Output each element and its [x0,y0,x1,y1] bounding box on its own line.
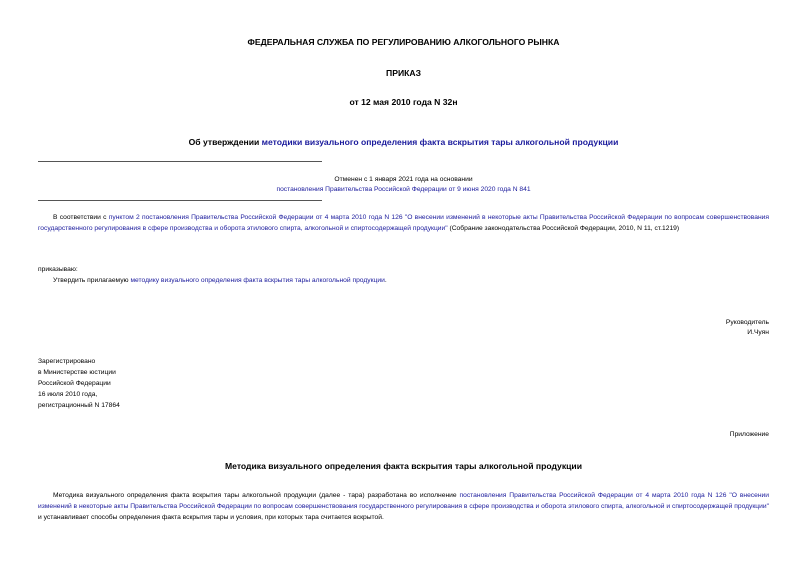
registration-line-5: регистрационный N 17864 [38,402,120,409]
order-text: Утвердить прилагаемую [53,277,131,284]
title-link[interactable]: методики визуального определения факта вскрытия тары алкогольной продукции [261,137,619,147]
document-title [0,137,807,147]
appendix-text-2: и устанавливает способы определения факта вскрытия тары и условия, при которых тара считается вскрытой. [38,514,384,521]
divider-top [38,161,322,162]
agency-name: ФЕДЕРАЛЬНАЯ СЛУЖБА ПО РЕГУЛИРОВАНИЮ АЛКОГОЛЬНОГО РЫНКА [247,37,560,47]
appendix-text-1: Методика визуального определения факта вскрытия тары алкогольной продукции (далее - тара) разработана во исполнение [53,492,460,499]
order-link[interactable]: методику визуального определения факта вскрытия тары алкогольной продукции [130,277,385,284]
status-text: Отменен с 1 января 2021 года на основании [334,176,473,183]
appendix-link[interactable]: постановления Правительства Российской Федерации от 4 марта 2010 года N 126 "О внесении изменений в некоторые акты Правительства Российской Федерации по вопросам совершенствования государственного регулирования в сфере производства и оборота этилового спирта, алкогольной и спиртосодержащей продукции" [38,492,770,510]
registration-line-1: Зарегистрировано [38,358,96,365]
preamble-text-2: (Собрание законодательства Российской Федерации, 2010, N 11, ст.1219) [447,225,680,232]
appendix-label: Приложение [729,431,769,438]
signature-name: И.Чуян [747,329,769,336]
signature-position: Руководитель [725,319,769,326]
document-date-number: от 12 мая 2010 года N 32н [349,97,458,107]
order-end: . [384,277,387,284]
status-link[interactable]: постановления Правительства Российской Федерации от 9 июня 2020 года N 841 [276,186,531,193]
preamble-paragraph [38,212,769,234]
preamble-link[interactable]: пунктом 2 постановления Правительства Российской Федерации от 4 марта 2010 года N 126 "О внесении изменений в некоторые акты Правительства Российской Федерации по вопросам совершенствования государственного регулирования в сфере производства и оборота этилового спирта, алкогольной и спиртосодержащей продукции" [38,214,770,232]
registration-block [38,356,120,411]
registration-line-4: 16 июля 2010 года, [38,391,98,398]
order-heading: приказываю: [38,266,78,273]
document-type: ПРИКАЗ [386,68,421,78]
order-paragraph [53,275,769,286]
preamble-text-1: В соответствии с [53,214,109,221]
registration-line-3: Российской Федерации [38,380,111,387]
title-prefix: Об утверждении [188,137,262,147]
appendix-paragraph [38,490,769,523]
appendix-title: Методика визуального определения факта вскрытия тары алкогольной продукции [225,461,582,471]
divider-bottom [38,200,322,201]
registration-line-2: в Министерстве юстиции [38,369,116,376]
